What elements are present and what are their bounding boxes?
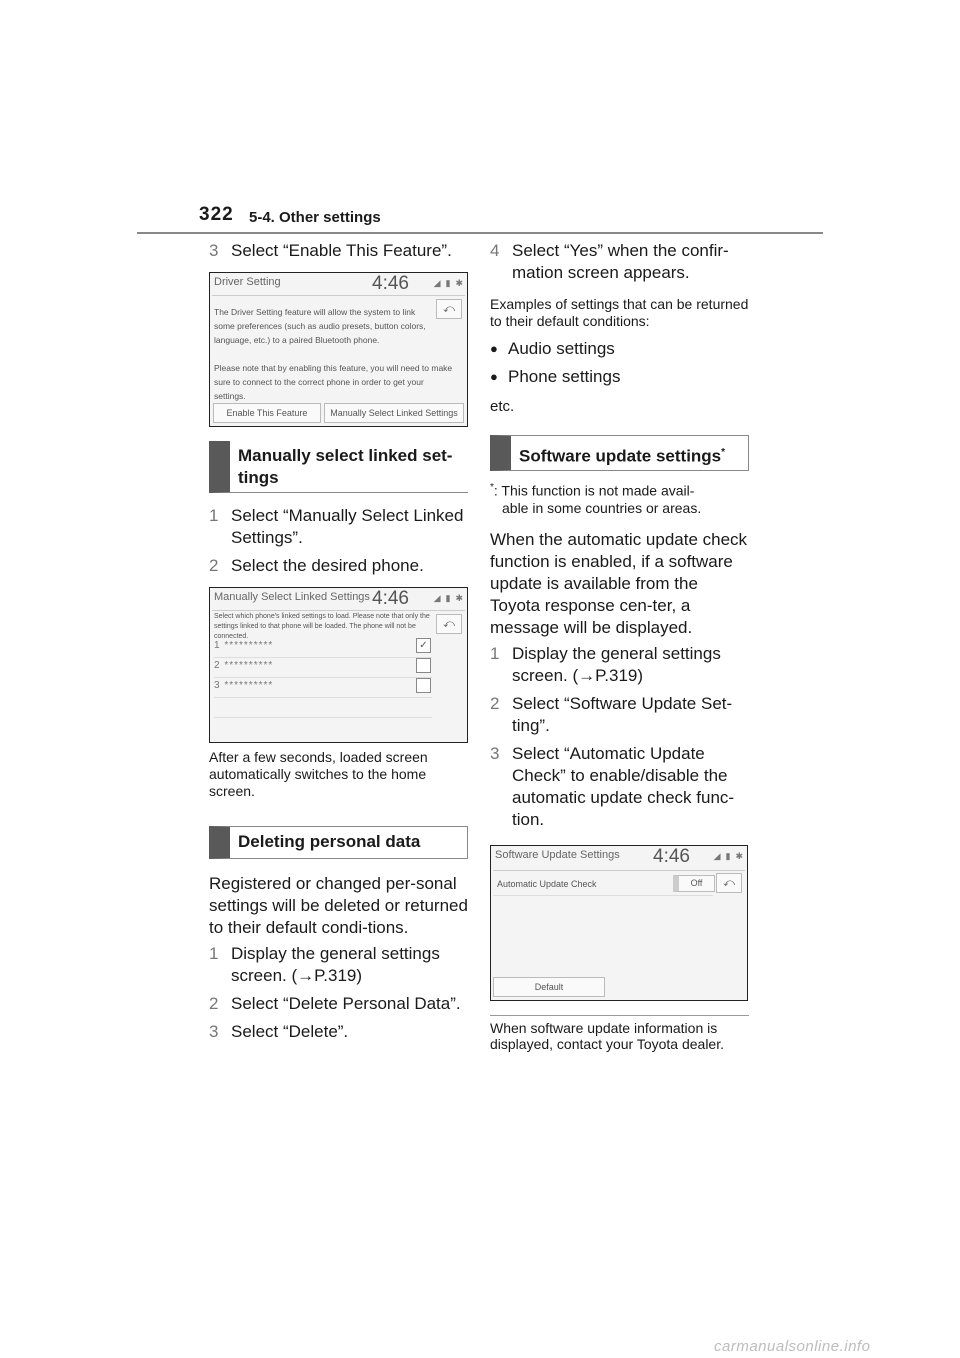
etc-text: etc. bbox=[490, 398, 515, 415]
row-divider bbox=[214, 657, 432, 658]
screen-divider bbox=[493, 870, 745, 871]
software-update-screen bbox=[490, 845, 748, 1001]
back-button[interactable]: ⤺ bbox=[716, 873, 742, 893]
screen-clock: 4:46 bbox=[653, 845, 690, 867]
screen-divider bbox=[212, 295, 465, 296]
step-number: 2 bbox=[209, 994, 219, 1013]
left-column bbox=[209, 240, 471, 1049]
step-number: 1 bbox=[209, 944, 219, 963]
step-number: 3 bbox=[209, 1022, 219, 1041]
signal-icon: ◢ bbox=[433, 593, 441, 603]
screen-title: Manually Select Linked Settings bbox=[214, 591, 370, 603]
default-button[interactable]: Default bbox=[493, 977, 605, 997]
step-number: 1 bbox=[209, 506, 219, 525]
bluetooth-icon: ✱ bbox=[735, 850, 743, 861]
row-divider bbox=[214, 677, 432, 678]
delete-step-2 bbox=[209, 993, 471, 1015]
row-divider bbox=[214, 717, 432, 718]
software-step-2 bbox=[490, 693, 752, 737]
footnote-marker: * bbox=[721, 447, 726, 458]
section-title: 5-4. Other settings bbox=[249, 209, 381, 226]
step-number: 2 bbox=[209, 556, 219, 575]
screen-clock: 4:46 bbox=[372, 588, 409, 609]
phone-checkbox[interactable] bbox=[416, 658, 431, 673]
footnote-line-1: : This function is not made avail- bbox=[493, 482, 695, 499]
heading-manually-select: Manually select linked set-tings bbox=[209, 441, 468, 493]
manually-select-button[interactable]: Manually Select Linked Settings bbox=[324, 403, 464, 423]
step-text: Display the general settings screen. (→P.319) bbox=[231, 944, 440, 985]
step-text: Display the general settings screen. (→P.319) bbox=[512, 643, 721, 685]
step-number: 1 bbox=[490, 643, 500, 663]
bluetooth-icon: ✱ bbox=[455, 278, 463, 288]
software-step-3 bbox=[490, 743, 752, 831]
automatic-update-label: Automatic Update Check bbox=[497, 878, 597, 889]
step-text: Select “Yes” when the confir-mation screen appears. bbox=[512, 241, 729, 282]
enable-feature-button[interactable]: Enable This Feature bbox=[213, 403, 321, 423]
phone-icon: ▮ bbox=[725, 850, 731, 861]
step-text: Select “Manually Select Linked Settings”. bbox=[231, 506, 464, 547]
software-step-1 bbox=[490, 643, 752, 687]
status-icons bbox=[714, 851, 743, 862]
delete-step-1 bbox=[209, 943, 471, 987]
phone-row[interactable]: 1 ********** bbox=[214, 640, 274, 651]
phone-icon: ▮ bbox=[445, 593, 451, 603]
bullet-icon: ● bbox=[490, 341, 498, 356]
signal-icon: ◢ bbox=[433, 278, 441, 288]
screen-divider bbox=[212, 610, 465, 611]
back-button[interactable]: ⤺ bbox=[436, 299, 462, 319]
step-number: 4 bbox=[490, 241, 500, 260]
phone-row[interactable]: 2 ********** bbox=[214, 660, 274, 671]
driver-setting-screen bbox=[209, 272, 468, 427]
examples-note: Examples of settings that can be returned to their default conditions: bbox=[490, 296, 749, 329]
note-divider bbox=[490, 1015, 749, 1052]
heading-deleting-personal-data: Deleting personal data bbox=[209, 826, 468, 859]
dealer-note: When software update information is displayed, contact your Toyota dealer. bbox=[490, 1019, 725, 1052]
bullet-text: Phone settings bbox=[508, 367, 621, 386]
signal-icon: ◢ bbox=[713, 850, 721, 861]
bullet-audio bbox=[490, 338, 752, 360]
screen-clock: 4:46 bbox=[372, 273, 409, 294]
bullet-icon: ● bbox=[490, 369, 498, 384]
delete-step-3 bbox=[209, 1021, 471, 1043]
step-enable-feature bbox=[209, 240, 471, 262]
phone-row[interactable]: 3 ********** bbox=[214, 680, 274, 691]
step-number: 2 bbox=[490, 693, 500, 713]
step-text: Select “Delete Personal Data”. bbox=[231, 994, 461, 1013]
footnote bbox=[490, 479, 752, 517]
phone-icon: ▮ bbox=[445, 278, 451, 288]
manual-step-1 bbox=[209, 505, 471, 549]
step-text: Select “Enable This Feature”. bbox=[231, 241, 452, 260]
software-intro: When the automatic update check function is enabled, if a software update is available from the Toyota response cen-ter, a message will be displayed. bbox=[490, 529, 748, 637]
back-button[interactable]: ⤺ bbox=[436, 614, 462, 634]
bullet-phone bbox=[490, 366, 752, 388]
step-number: 3 bbox=[490, 743, 500, 763]
step-text: Select “Automatic Update Check” to enable/disable the automatic update check func-tion. bbox=[512, 743, 735, 829]
phone-checkbox[interactable] bbox=[416, 678, 431, 693]
automatic-update-toggle[interactable]: Off bbox=[673, 875, 715, 892]
loading-note: After a few seconds, loaded screen automatically switches to the home screen. bbox=[209, 749, 428, 799]
step-text: Select the desired phone. bbox=[231, 556, 424, 575]
page-header bbox=[0, 200, 960, 240]
step-text: Select “Software Update Set-ting”. bbox=[512, 693, 733, 735]
footnote-marker: * bbox=[490, 482, 494, 493]
footnote-line-2: able in some countries or areas. bbox=[502, 499, 702, 516]
manual-step-2 bbox=[209, 555, 471, 577]
row-divider bbox=[493, 895, 713, 896]
step-number: 3 bbox=[209, 241, 219, 260]
manually-select-screen bbox=[209, 587, 468, 743]
status-icons bbox=[434, 593, 463, 604]
status-icons bbox=[434, 278, 463, 289]
screen-description: The Driver Setting feature will allow the system to link some preferences (such as audio presets, button colors, language, etc.) to a paired Bluetooth phone. bbox=[214, 307, 426, 345]
bluetooth-icon: ✱ bbox=[455, 593, 463, 603]
delete-intro: Registered or changed per-sonal settings will be deleted or returned to their default condi-tions. bbox=[209, 874, 468, 937]
right-column bbox=[490, 240, 752, 1052]
screen-instructions: Select which phone's linked settings to load. Please note that only the settings linked to that phone will be loaded. The phone will not be connected. bbox=[214, 613, 430, 640]
heading-text: Software update settings bbox=[519, 446, 722, 466]
heading-software-update bbox=[490, 435, 749, 471]
step-text: Select “Delete”. bbox=[231, 1022, 349, 1041]
step-confirm-yes bbox=[490, 240, 752, 284]
screen-title: Driver Setting bbox=[214, 276, 281, 288]
watermark: carmanualsonline.info bbox=[714, 1338, 871, 1355]
bullet-text: Audio settings bbox=[508, 339, 615, 358]
screen-title: Software Update Settings bbox=[495, 848, 620, 861]
screen-warning: Please note that by enabling this feature, you will need to make sure to connect to the correct phone in order to get your settings. bbox=[214, 363, 453, 401]
row-divider bbox=[214, 697, 432, 698]
page-number: 322 bbox=[199, 204, 234, 225]
phone-checkbox[interactable]: ✓ bbox=[416, 638, 431, 653]
header-rule bbox=[137, 232, 823, 234]
